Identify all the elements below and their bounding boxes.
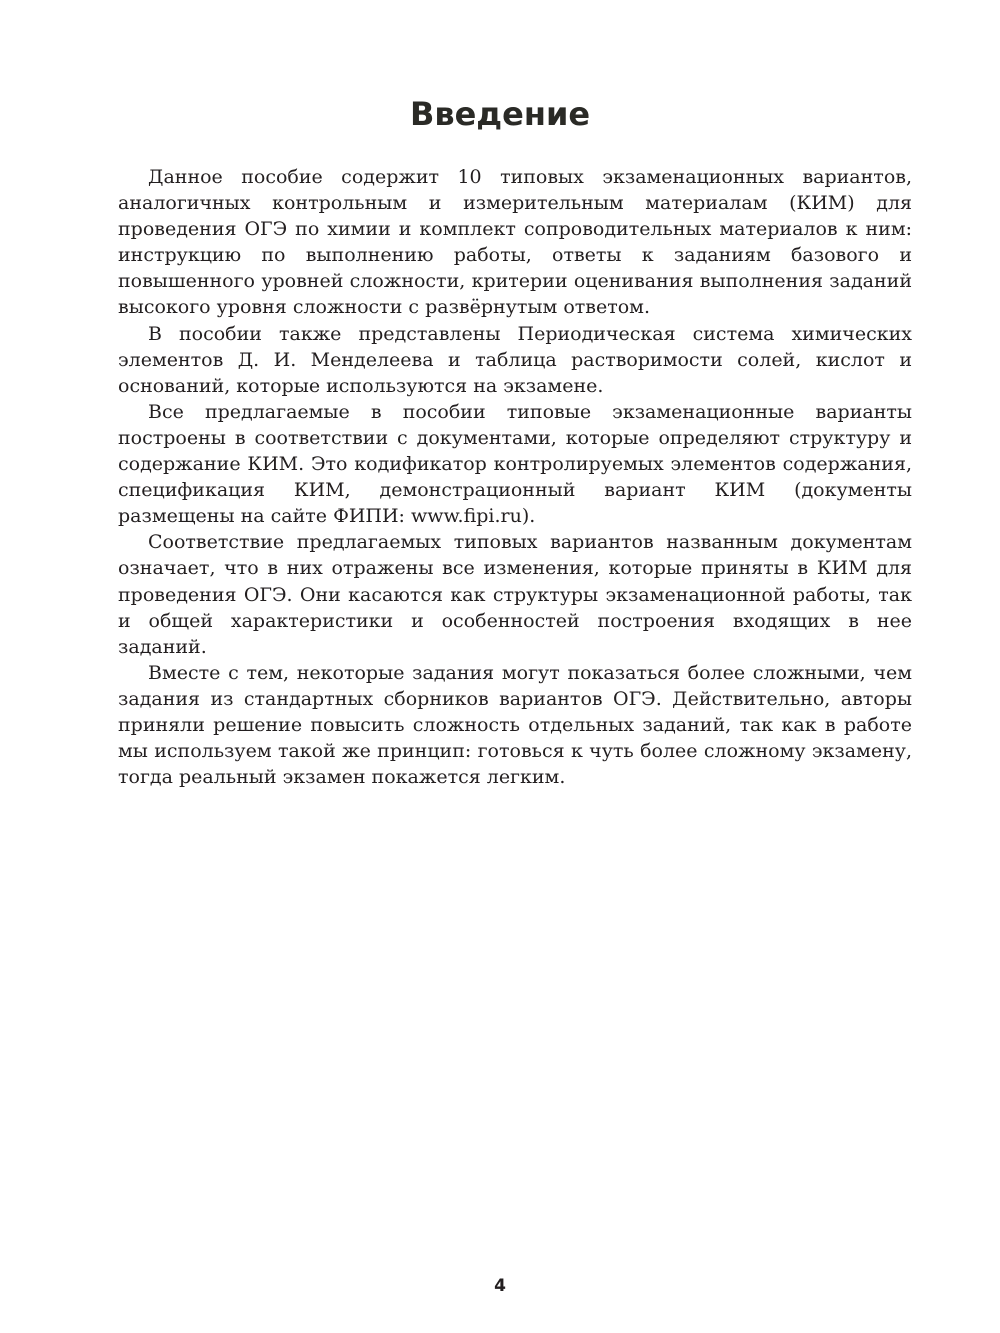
page-number: 4 (494, 1276, 506, 1296)
paragraph-4: Соответствие предлагаемых типовых вариантов названным документам означает, что в них отражены все изменения, которые приняты в КИМ для проведения ОГЭ. Они касаются как структуры экзаменационной работы, так и общей характеристики и особенностей построения входящих в нее заданий. (118, 531, 912, 658)
paragraph-3: Все предлагаемые в пособии типовые экзаменационные варианты построены в соответствии с документами, которые определяют структуру и содержание КИМ. Это кодификатор контролируемых элементов содержания, спецификация КИМ, демонстрационный вариант КИМ (документы размещены на сайте ФИПИ: www.fipi.ru). (118, 400, 912, 528)
paragraph-1: Данное пособие содержит 10 типовых экзаменационных вариантов, аналогичных контрольным и измерительным материалам (КИМ) для проведения ОГЭ по химии и комплект сопроводительных материалов к ним: инструкцию по выполнению работы, ответы к заданиям базового и повышенного уровней сложности, критерии оценивания выполнения заданий высокого уровня сложности с развёрнутым ответом. (118, 166, 912, 319)
paragraph-5: Вместе с тем, некоторые задания могут показаться более сложными, чем задания из стандартных сборников вариантов ОГЭ. Действительно, авторы приняли решение повысить сложность отдельных заданий, так как в работе мы используем такой же принцип: готовься к чуть более сложному экзамену, тогда реальный экзамен покажется легким. (118, 661, 912, 789)
page-title: Введение (409, 95, 591, 133)
paragraph-2: В пособии также представлены Периодическая система химических элементов Д. И. Менделеева и таблица растворимости солей, кислот и оснований, которые используются на экзамене. (118, 322, 912, 397)
body-text (118, 164, 912, 790)
